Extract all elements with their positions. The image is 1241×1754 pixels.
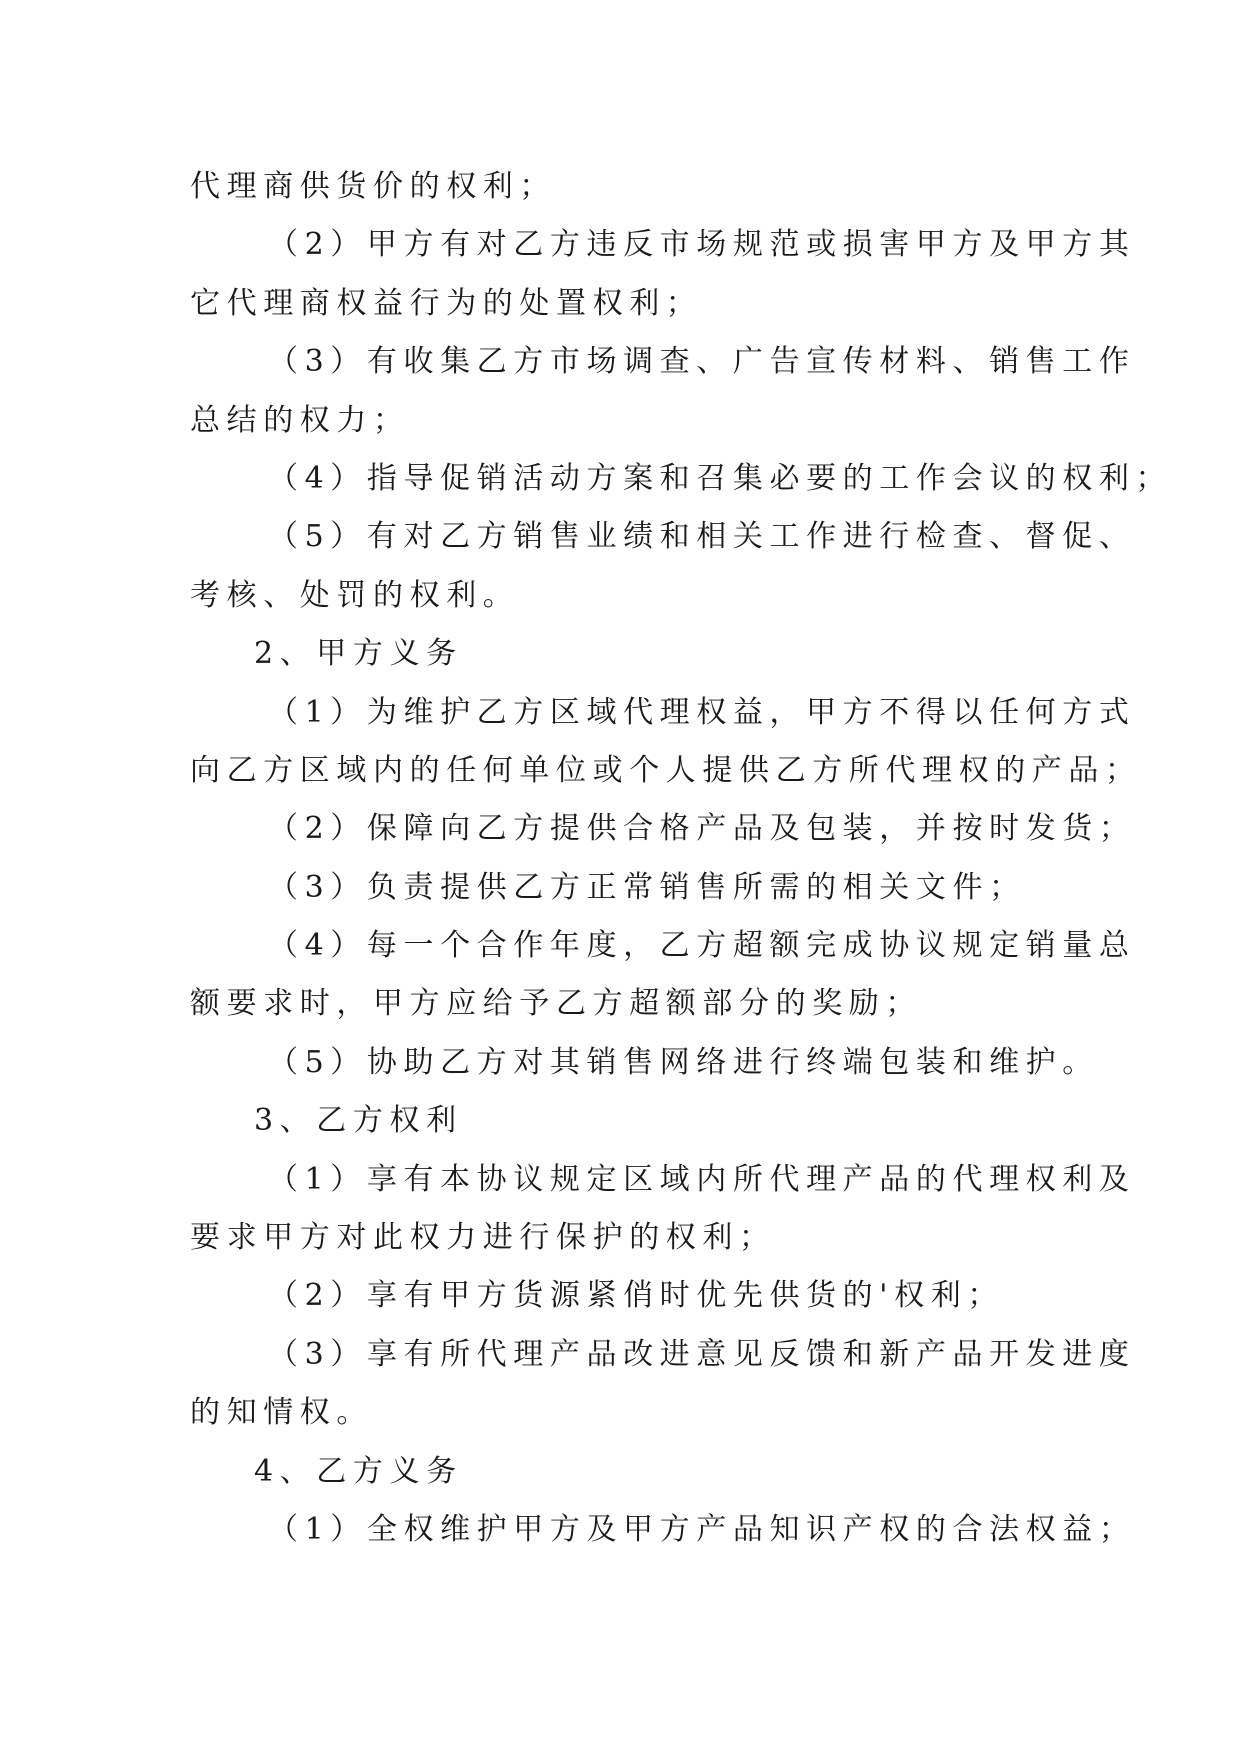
text-line: 它代理商权益行为的处置权利；	[190, 285, 703, 321]
text-line: （2）甲方有对乙方违反市场规范或损害甲方及甲方其	[268, 227, 1136, 263]
text-line: 要求甲方对此权力进行保护的权利；	[190, 1220, 776, 1256]
text-line: （1）享有本协议规定区域内所代理产品的代理权利及	[268, 1161, 1136, 1197]
text-line: 的知情权。	[190, 1395, 373, 1431]
text-line: （1）全权维护甲方及甲方产品知识产权的合法权益；	[268, 1511, 1136, 1547]
text-line: （4）每一个合作年度，乙方超额完成协议规定销量总	[268, 928, 1136, 964]
text-line: 额要求时，甲方应给予乙方超额部分的奖励；	[190, 986, 922, 1022]
text-line: （3）有收集乙方市场调查、广告宣传材料、销售工作	[268, 344, 1136, 380]
section-heading: 3、乙方权利	[254, 1103, 463, 1139]
section-heading: 2、甲方义务	[254, 636, 463, 672]
text-line: （3）享有所代理产品改进意见反馈和新产品开发进度	[268, 1336, 1136, 1372]
section-heading: 4、乙方义务	[254, 1453, 463, 1489]
text-line: （5）协助乙方对其销售网络进行终端包装和维护。	[268, 1044, 1099, 1080]
text-line: （2）保障向乙方提供合格产品及包装，并按时发货；	[268, 811, 1136, 847]
text-line: 代理商供货价的权利；	[190, 169, 556, 204]
document-body	[190, 158, 1173, 1559]
text-line: （5）有对乙方销售业绩和相关工作进行检查、督促、	[268, 519, 1136, 555]
text-line: （4）指导促销活动方案和召集必要的工作会议的权利；	[268, 460, 1173, 496]
text-line: （2）享有甲方货源紧俏时优先供货的'权利；	[268, 1278, 1004, 1314]
text-line: 考核、处罚的权利。	[190, 577, 520, 613]
text-line: （1）为维护乙方区域代理权益，甲方不得以任何方式	[268, 694, 1136, 730]
text-line: （3）负责提供乙方正常销售所需的相关文件；	[268, 869, 1026, 905]
text-line: 向乙方区域内的任何单位或个人提供乙方所代理权的产品；	[190, 752, 1142, 788]
text-line: 总结的权力；	[190, 402, 410, 438]
